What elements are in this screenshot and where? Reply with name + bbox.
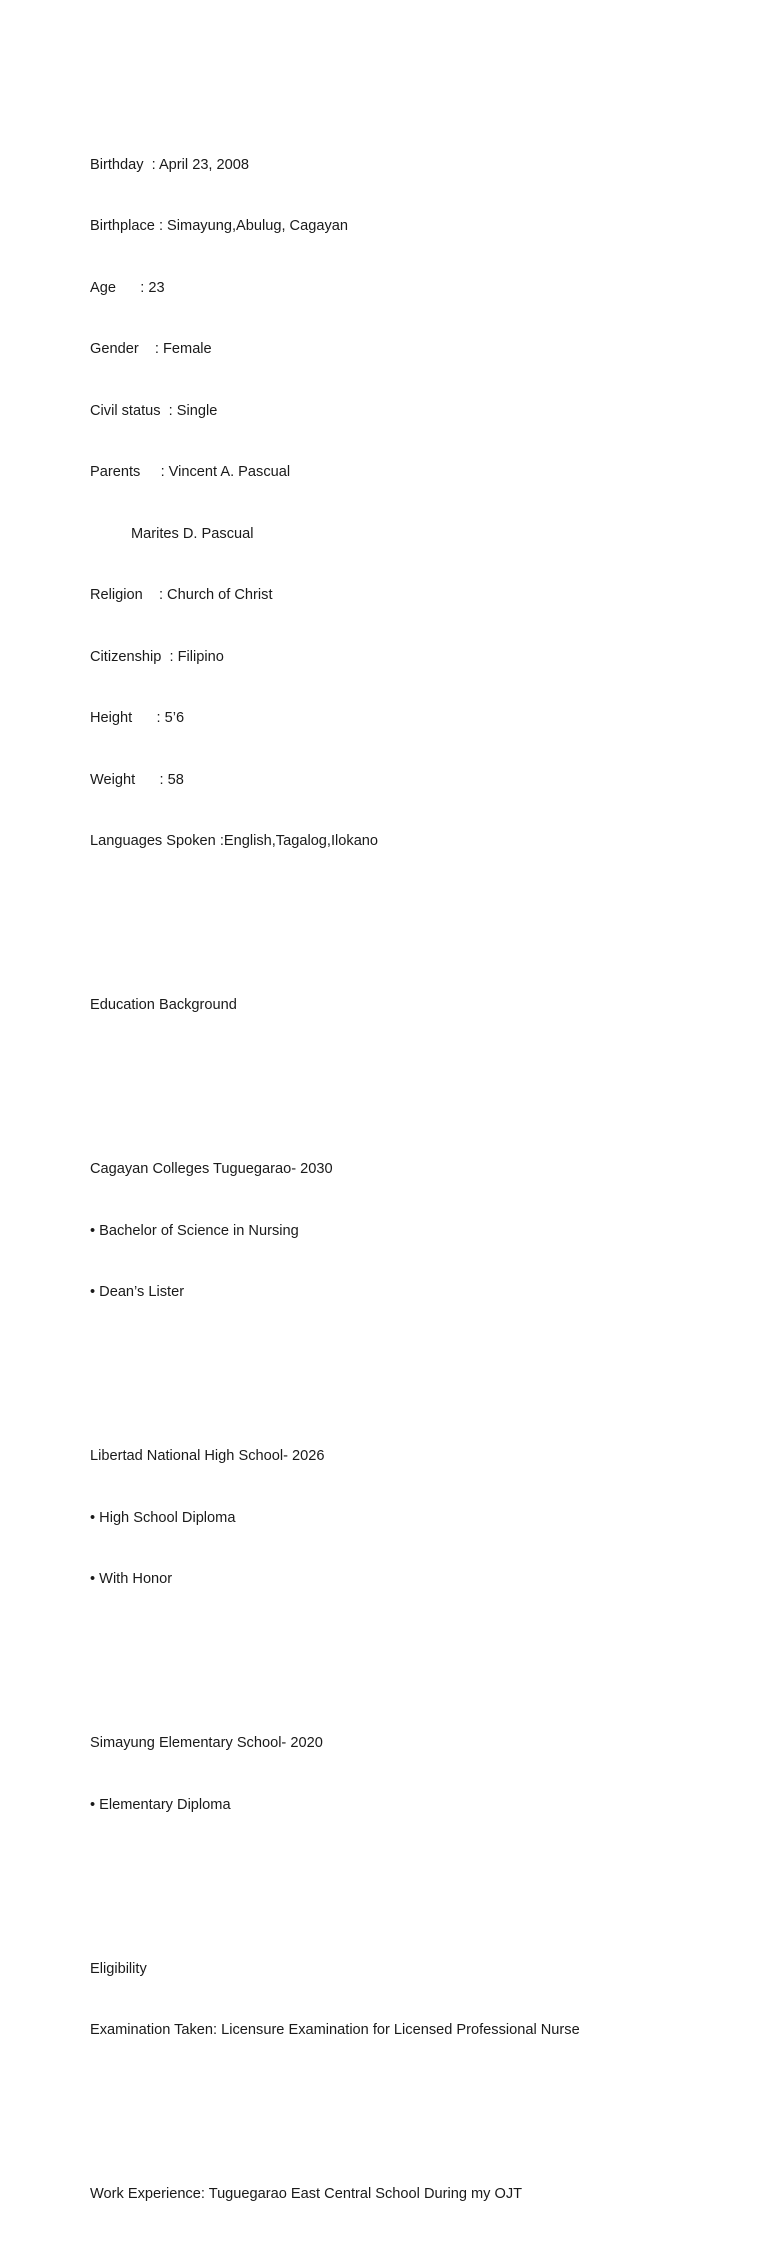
high-school-item: • With Honor	[90, 1571, 173, 1587]
gender-line: Gender : Female	[90, 341, 212, 357]
elementary-item: • Elementary Diploma	[90, 1796, 231, 1813]
height-line: Height : 5’6	[90, 710, 185, 726]
birthplace-line: Birthplace : Simayung,Abulug, Cagayan	[90, 218, 348, 234]
education-heading: Education Background	[90, 997, 237, 1013]
civil-status-line: Civil status : Single	[90, 402, 218, 419]
exam-line: Examination Taken: Licensure Examination for Licensed Professional Nurse	[90, 2022, 580, 2038]
eligibility-heading: Eligibility	[90, 1960, 147, 1977]
spacer	[90, 2102, 730, 2123]
spacer	[90, 913, 730, 934]
college-name: Cagayan Colleges Tuguegarao- 2030	[90, 1161, 333, 1177]
resume-content	[90, 93, 730, 2266]
weight-line: Weight : 58	[90, 771, 184, 788]
college-item: • Bachelor of Science in Nursing	[90, 1222, 299, 1239]
religion-line: Religion : Church of Christ	[90, 587, 273, 603]
college-item: • Dean’s Lister	[90, 1284, 185, 1300]
spacer	[90, 1364, 730, 1385]
high-school-item: • High School Diploma	[90, 1509, 236, 1526]
spacer	[90, 1077, 730, 1098]
work-experience-line: Work Experience: Tuguegarao East Central School During my OJT	[90, 2186, 523, 2202]
spacer	[90, 1651, 730, 1672]
birthday-line: Birthday : April 23, 2008	[90, 156, 250, 173]
citizenship-line: Citizenship : Filipino	[90, 648, 224, 665]
high-school-name: Libertad National High School- 2026	[90, 1448, 325, 1464]
elementary-name: Simayung Elementary School- 2020	[90, 1735, 323, 1751]
parents-second-line: Marites D. Pascual	[131, 525, 254, 542]
spacer	[90, 1877, 730, 1898]
age-line: Age : 23	[90, 279, 165, 296]
parents-line: Parents : Vincent A. Pascual	[90, 464, 291, 480]
languages-line: Languages Spoken :English,Tagalog,Ilokano	[90, 833, 379, 849]
